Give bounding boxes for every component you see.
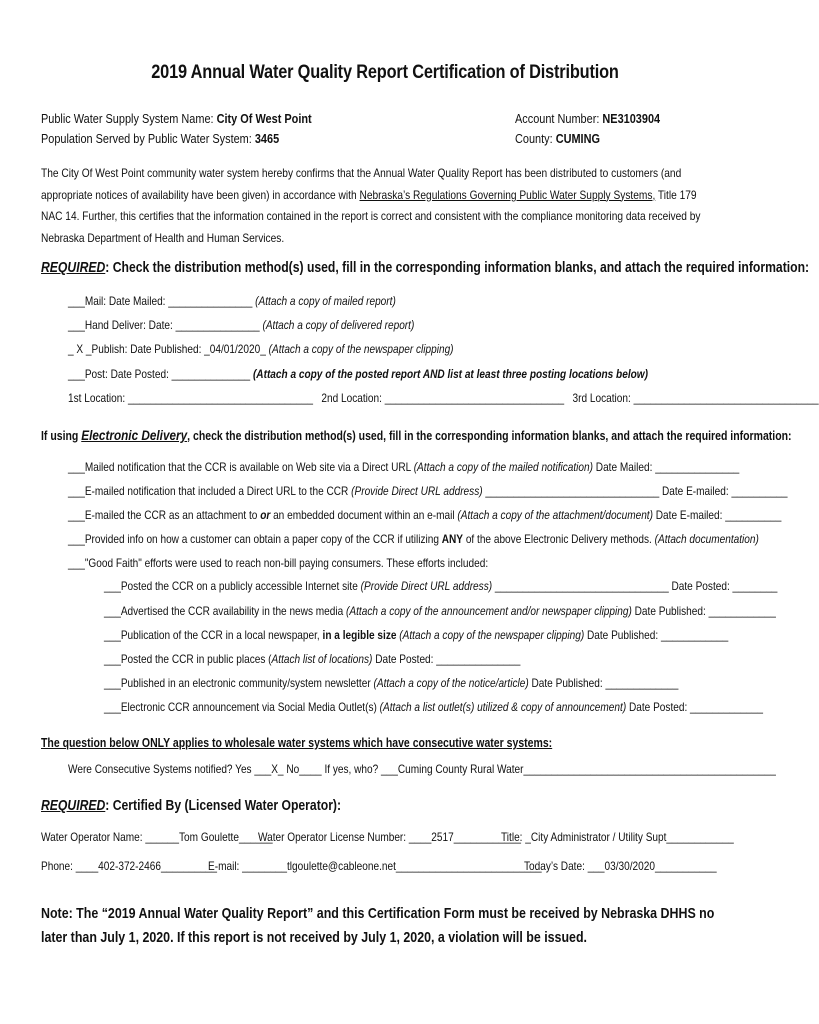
system-name-row (41, 111, 312, 126)
deadline-note: Note: The “2019 Annual Water Quality Report” and this Certification Form must be received by Nebraska DHHS no later than July 1, 2020. If this report is not received by July 1, 2020, a violation will be issued. (41, 905, 715, 946)
required-distribution-header (41, 260, 809, 276)
e1-note: (Attach a copy of the mailed notification) (413, 460, 593, 474)
gf2-note: (Attach a copy of the announcement and/or newspaper clipping) (346, 604, 632, 618)
wholesale-header-text: The question below ONLY applies to wholesale water systems which have consecutive water systems: (41, 736, 553, 750)
intro-paragraph (41, 163, 719, 249)
gf5-text: ___Published in an electronic community/system newsletter (104, 676, 374, 690)
gf3-note: (Attach a copy of the newspaper clipping) (396, 628, 585, 642)
e4-note: (Attach documentation) (654, 532, 759, 546)
gf2-date: Date Published: ____________ (631, 604, 776, 618)
intro-text-2: Title 179 NAC 14. Further, this certifies that the information contained in the report is correct and consistent with the compliance monitoring data received by Nebraska Department of Health and Human Services. (41, 187, 701, 245)
method-hand-deliver (68, 318, 414, 332)
county-value: CUMING (555, 131, 600, 146)
gf1-text: ___Posted the CCR on a publicly accessible Internet site (104, 579, 361, 593)
post-note: (Attach a copy of the posted report AND list at least three posting locations below) (250, 367, 648, 381)
gf5-date: Date Published: _____________ (528, 676, 679, 690)
gf6-note: (Attach a list outlet(s) utilized & copy of announcement) (379, 700, 627, 714)
intro-text-1: The City Of West Point community water system hereby confirms that the Annual Water Quality Report has been distributed to customers (and appropriate notices of availability have been given) in accordance with (41, 166, 682, 202)
certified-by-header (41, 798, 341, 814)
e1-date: Date Mailed: _______________ (593, 460, 740, 474)
method-post (68, 367, 648, 381)
electronic-post: , check the distribution method(s) used, fill in the corresponding information blanks, and attach the required information: (187, 429, 792, 443)
gf4-text: ___Posted the CCR in public places ( (104, 652, 272, 666)
good-faith-item-1 (104, 579, 777, 593)
system-name-value: City Of West Point (216, 111, 312, 126)
account-row (515, 111, 660, 126)
operator-name: Water Operator Name: ______Tom Goulette______ (41, 830, 273, 844)
good-faith-line (68, 556, 488, 570)
operator-email: E-mail: ________tlgoulette@cableone.net__________________________ (208, 859, 542, 873)
e3-text-2: an embedded document within an e-mail (270, 508, 458, 522)
electronic-item-1 (68, 460, 739, 474)
system-name-label: Public Water Supply System Name: (41, 111, 214, 126)
county-label: County: (515, 131, 553, 146)
gf1-note: (Provide Direct URL address) (360, 579, 493, 593)
e4-text-2: of the above Electronic Delivery methods. (463, 532, 655, 546)
electronic-delivery-header (41, 427, 792, 443)
operator-title: Title: _City Administrator / Utility Supt____________ (501, 830, 734, 844)
gf1-date: _______________________________ Date Posted: ________ (492, 579, 778, 593)
post-line: ___Post: Date Posted: ______________ (68, 367, 251, 381)
good-faith-item-2 (104, 604, 776, 618)
required-label: REQUIRED (41, 260, 106, 276)
electronic-pre: If using (41, 429, 82, 443)
consecutive-question-text: Were Consecutive Systems notified? Yes ___X_ No____ If yes, who? ___Cuming County Rural Water_____________________________________________ (68, 762, 776, 776)
e3-date: Date E-mailed: __________ (652, 508, 782, 522)
good-faith-item-3 (104, 628, 728, 642)
e4-any: ANY (441, 532, 464, 546)
electronic-item-3 (68, 508, 781, 522)
e2-date: _______________________________ Date E-mailed: __________ (482, 484, 788, 498)
gf6-text: ___Electronic CCR announcement via Social Media Outlet(s) (104, 700, 380, 714)
todays-date: Today’s Date: ___03/30/2020___________ (524, 859, 717, 873)
e4-text: ___Provided info on how a customer can obtain a paper copy of the CCR if utilizing (68, 532, 442, 546)
operator-license-row (258, 830, 521, 844)
account-value: NE3103904 (602, 111, 661, 126)
gf3-text: ___Publication of the CCR in a local newspaper, (104, 628, 323, 642)
gf4-date: Date Posted: _______________ (372, 652, 521, 666)
e1-text: ___Mailed notification that the CCR is available on Web site via a Direct URL (68, 460, 414, 474)
publish-line: _ X _Publish: Date Published: _04/01/2020_ (68, 342, 266, 356)
location-3: 3rd Location: _________________________________ (572, 391, 819, 405)
gf3-bold: in a legible size (322, 628, 397, 642)
operator-phone: Phone: ____402-372-2466__________ (41, 859, 218, 873)
required-text: : Check the distribution method(s) used, fill in the corresponding information blanks, and attach the required information: (105, 260, 810, 276)
good-faith-item-5 (104, 676, 678, 690)
email-row (208, 859, 542, 873)
county-row (515, 131, 600, 146)
consecutive-systems-question (68, 762, 776, 776)
date-row (524, 859, 717, 873)
operator-title-row (501, 830, 734, 844)
gf5-note: (Attach a copy of the notice/article) (373, 676, 529, 690)
good-faith-item-4 (104, 652, 520, 666)
location-1: 1st Location: _________________________________ (68, 391, 313, 405)
good-faith-text: ___"Good Faith" efforts were used to reach non-bill paying consumers. These efforts included: (68, 556, 489, 570)
operator-license: Water Operator License Number: ____2517____________ (258, 830, 522, 844)
e3-text: ___E-mailed the CCR as an attachment to (68, 508, 261, 522)
gf4-note: Attach list of locations) (271, 652, 373, 666)
wholesale-header (41, 736, 552, 750)
certified-required-label: REQUIRED (41, 798, 106, 814)
mail-note: (Attach a copy of mailed report) (252, 294, 396, 308)
phone-row (41, 859, 217, 873)
gf3-date: Date Published: ____________ (584, 628, 729, 642)
post-locations (68, 391, 819, 405)
publish-note: (Attach a copy of the newspaper clipping) (265, 342, 454, 356)
mail-line: ___Mail: Date Mailed: _______________ (68, 294, 253, 308)
operator-name-row (41, 830, 273, 844)
gf6-date: Date Posted: _____________ (626, 700, 763, 714)
location-2: 2nd Location: ________________________________ (321, 391, 565, 405)
method-publish (68, 342, 454, 356)
e3-or: or (260, 508, 271, 522)
gf2-text: ___Advertised the CCR availability in the news media (104, 604, 347, 618)
hand-note: (Attach a copy of delivered report) (259, 318, 415, 332)
method-mail (68, 294, 396, 308)
population-value: 3465 (254, 131, 280, 146)
e2-text: ___E-mailed notification that included a Direct URL to the CCR (68, 484, 352, 498)
electronic-emphasis: Electronic Delivery (81, 427, 188, 443)
regulations-reference: Nebraska’s Regulations Governing Public Water Supply Systems, (359, 187, 656, 202)
e2-note: (Provide Direct URL address) (351, 484, 483, 498)
e3-note: (Attach a copy of the attachment/document) (457, 508, 653, 522)
electronic-item-4 (68, 532, 759, 546)
good-faith-item-6 (104, 700, 763, 714)
electronic-item-2 (68, 484, 788, 498)
account-label: Account Number: (515, 111, 600, 126)
certified-text: : Certified By (Licensed Water Operator): (105, 798, 342, 814)
population-row (41, 131, 279, 146)
page-title: 2019 Annual Water Quality Report Certification of Distribution (151, 62, 619, 83)
population-label: Population Served by Public Water System: (41, 131, 252, 146)
hand-line: ___Hand Deliver: Date: _______________ (68, 318, 260, 332)
